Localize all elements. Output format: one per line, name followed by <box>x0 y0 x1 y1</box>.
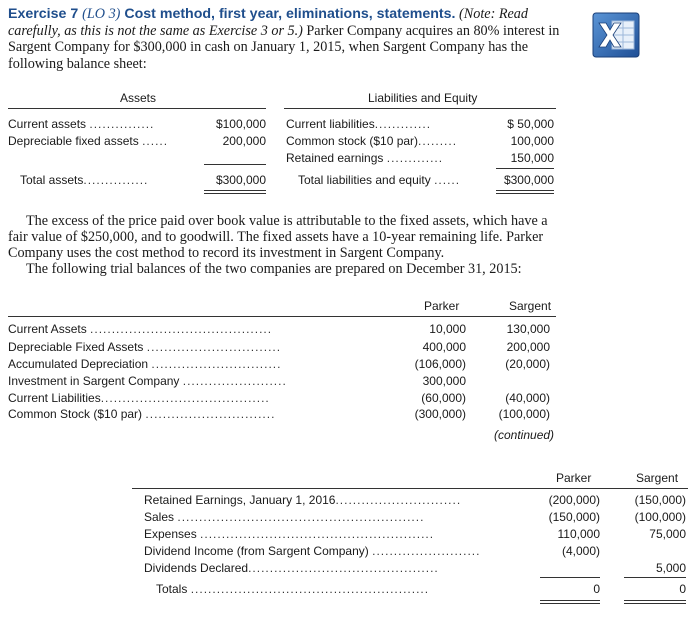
tb1-row-sargent: 130,000 <box>506 322 550 336</box>
tb2-row-label: Dividend Income (from Sargent Company) ......................... <box>144 544 481 558</box>
total-liab-label: Total liabilities and equity ...... <box>298 173 461 187</box>
total-assets-value: $300,000 <box>215 173 266 187</box>
tb1-row-sargent: (100,000) <box>498 407 550 421</box>
tb2-double-rule-parker <box>540 600 600 604</box>
tb2-row-sargent: (100,000) <box>634 510 686 524</box>
tb2-double-rule-sargent <box>624 600 686 604</box>
liabilities-equity-header: Liabilities and Equity <box>368 91 478 105</box>
tb1-row-parker: (60,000) <box>421 391 466 405</box>
asset-row-current-value: $100,000 <box>215 117 266 131</box>
exercise-note: (Note: Read carefully, as this is not the same as Exercise 3 or 5.) <box>8 6 528 39</box>
tb1-row-parker: 10,000 <box>429 322 466 336</box>
liab-row-retained-label: Retained earnings ............. <box>286 151 444 165</box>
tb1-row-label: Depreciable Fixed Assets ............................... <box>8 340 282 354</box>
excel-icon[interactable] <box>592 12 640 58</box>
tb2-row-parker: (150,000) <box>548 510 600 524</box>
tb2-totals-rule-sargent <box>624 577 686 578</box>
tb2-col-sargent: Sargent <box>636 471 679 485</box>
asset-row-current-label: Current assets ............... <box>8 117 155 131</box>
tb2-totals-rule-parker <box>540 577 600 578</box>
liabilities-header-rule <box>284 108 556 109</box>
tb2-col-parker: Parker <box>556 471 592 485</box>
tb1-row-label: Accumulated Depreciation .............................. <box>8 357 282 371</box>
tb1-row-label: Investment in Sargent Company ........................ <box>8 374 287 388</box>
tb1-col-sargent: Sargent <box>509 299 552 313</box>
exercise-intro <box>8 6 574 72</box>
tb1-row-sargent: 200,000 <box>506 340 550 354</box>
tb1-row-parker: 400,000 <box>422 340 466 354</box>
liab-double-rule <box>496 190 554 194</box>
totals-label: Totals ....................................................... <box>156 582 430 596</box>
assets-double-rule <box>204 190 266 194</box>
tb1-col-parker: Parker <box>424 299 460 313</box>
paragraph-1: The excess of the price paid over book value is attributable to the fixed assets, which have a fair value of $250,000, and to goodwill. The fixed assets have a 10-year remaining life. Parker Company uses the cost method to record its investment in Sargent Company. <box>8 213 548 261</box>
exercise-lo: (LO 3) <box>82 6 121 22</box>
liab-total-rule <box>496 168 554 169</box>
liab-row-current-value: $ 50,000 <box>507 117 554 131</box>
exercise-topic: Cost method, first year, eliminations, statements. <box>124 6 456 22</box>
tb2-row-parker: 110,000 <box>557 527 600 541</box>
liab-row-common-label: Common stock ($10 par)......... <box>286 134 458 148</box>
totals-sargent: 0 <box>679 582 686 596</box>
tb1-row-parker: 300,000 <box>422 374 466 388</box>
tb1-row-label: Common Stock ($10 par) .............................. <box>8 407 276 421</box>
tb2-row-sargent: 5,000 <box>655 561 686 575</box>
tb2-row-parker: (4,000) <box>561 544 600 558</box>
assets-total-rule <box>204 164 266 165</box>
tb1-row-label: Current Liabilities....................................... <box>8 391 270 405</box>
description-paragraph <box>8 213 568 277</box>
tb2-row-label: Expenses ...................................................... <box>144 527 435 541</box>
exercise-title: Exercise 7 (LO 3) Cost method, first year, eliminations, statements. <box>8 6 456 22</box>
liab-row-common-value: 100,000 <box>510 134 554 148</box>
tb1-row-parker: (300,000) <box>414 407 466 421</box>
liab-row-current-label: Current liabilities............. <box>286 117 432 131</box>
tb2-row-label: Dividends Declared............................................ <box>144 561 439 575</box>
asset-row-fixed-label: Depreciable fixed assets ...... <box>8 134 169 148</box>
tb2-row-label: Sales ......................................................... <box>144 510 425 524</box>
assets-header-rule <box>8 108 266 109</box>
tb1-header-rule <box>8 316 556 317</box>
liab-row-retained-value: 150,000 <box>510 151 554 165</box>
tb1-row-parker: (106,000) <box>414 357 466 371</box>
continued-label: (continued) <box>494 428 555 442</box>
tb2-header-rule <box>132 488 688 489</box>
tb2-row-parker: (200,000) <box>548 493 600 507</box>
exercise-body: Parker Company acquires an 80% interest in Sargent Company for $300,000 in cash on January 1, 2015, when Sargent Company has the following balance sheet: <box>8 22 560 72</box>
tb2-row-label: Retained Earnings, January 1, 2016............................. <box>144 493 462 507</box>
assets-header: Assets <box>120 91 157 105</box>
total-liab-value: $300,000 <box>503 173 554 187</box>
totals-parker: 0 <box>593 582 600 596</box>
tb1-row-sargent: (20,000) <box>505 357 550 371</box>
tb1-row-sargent: (40,000) <box>505 391 550 405</box>
tb2-row-sargent: (150,000) <box>634 493 686 507</box>
tb1-row-label: Current Assets .......................................... <box>8 322 273 336</box>
paragraph-2: The following trial balances of the two companies are prepared on December 31, 2015: <box>26 261 522 277</box>
tb2-row-sargent: 75,000 <box>649 527 686 541</box>
total-assets-label: Total assets............... <box>20 173 149 187</box>
asset-row-fixed-value: 200,000 <box>222 134 266 148</box>
